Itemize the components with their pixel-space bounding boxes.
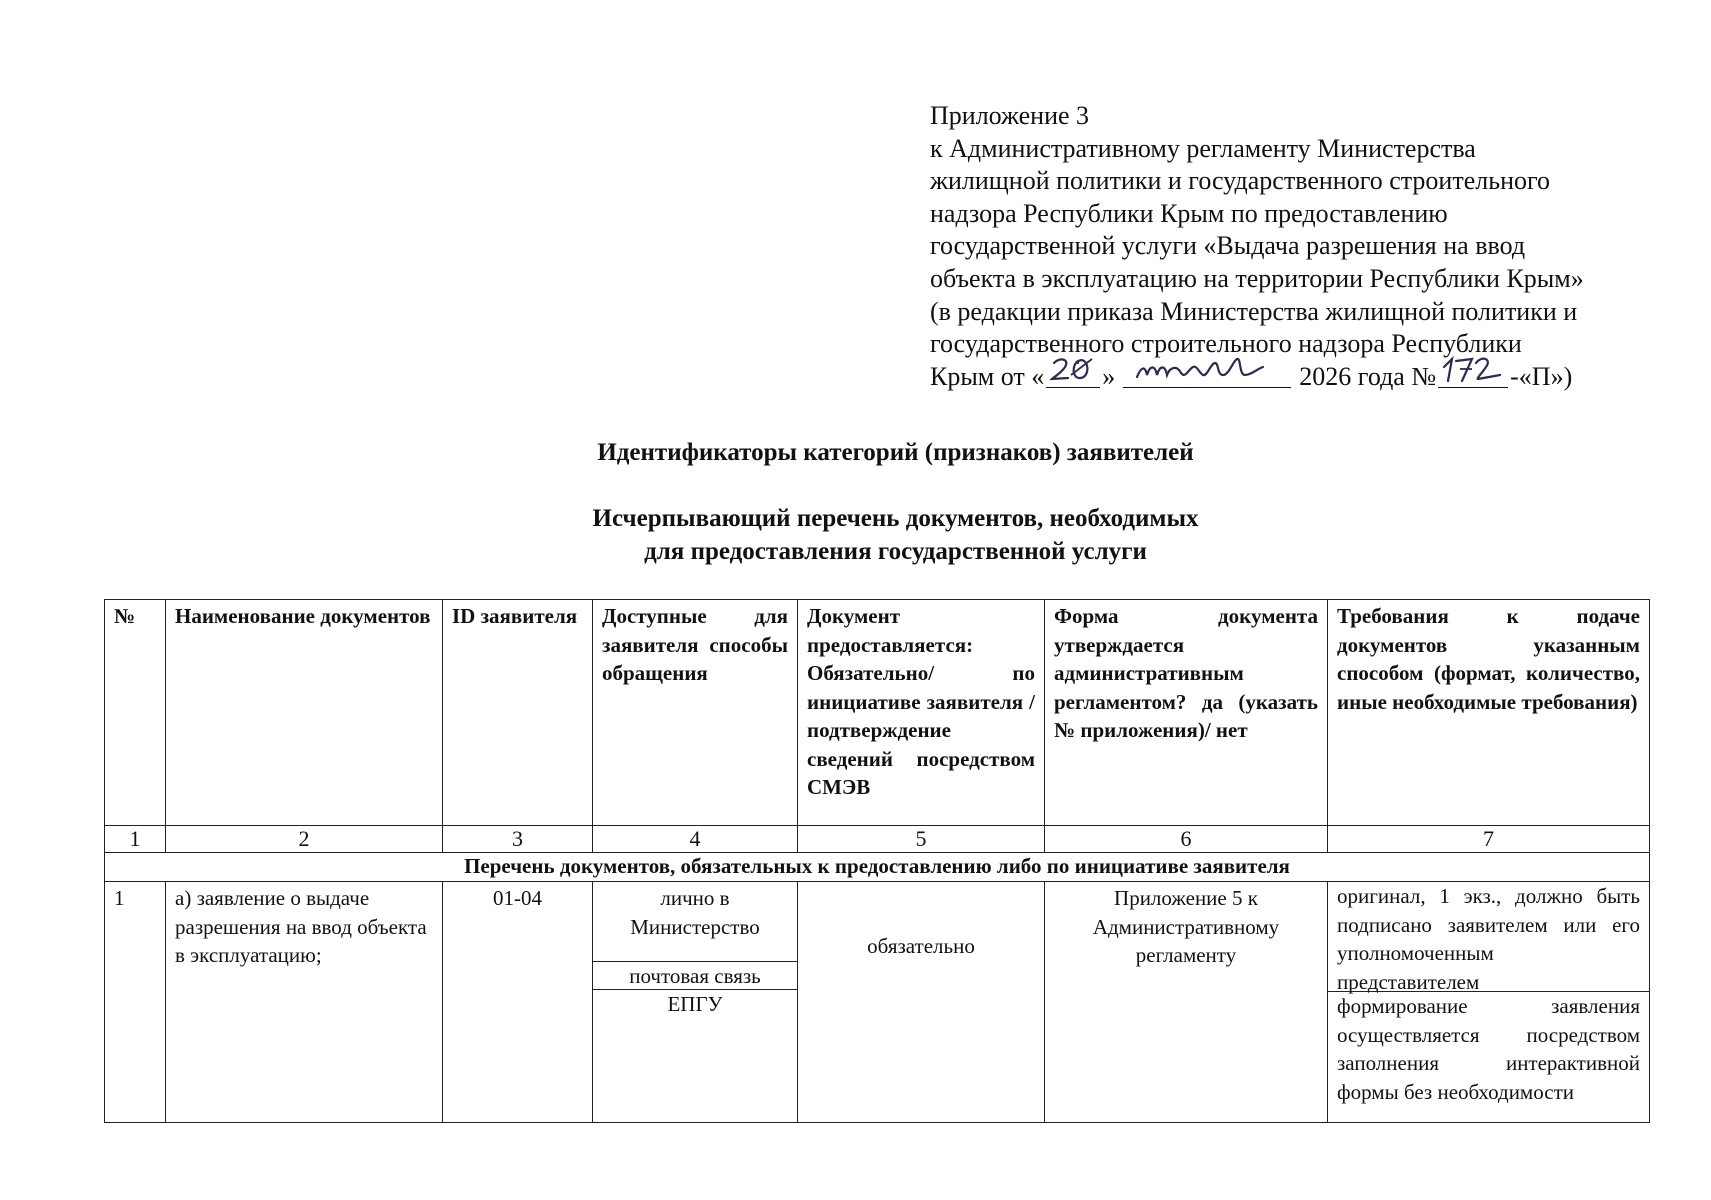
column-numbers-row: [105, 826, 1650, 853]
column-number: 6: [1045, 826, 1328, 853]
row-contact-methods: [593, 882, 798, 1123]
method-post: почтовая связь: [593, 962, 797, 990]
column-number: 4: [593, 826, 798, 853]
section-row: [105, 853, 1650, 882]
row-requirements: [1328, 882, 1650, 1123]
method-epgu: ЕПГУ: [667, 992, 723, 1016]
documents-table: [104, 599, 1650, 1123]
column-number: 2: [166, 826, 443, 853]
requirement-original: оригинал, 1 экз., должно быть подписано заявителем или его уполномоченным представителем: [1328, 882, 1649, 992]
documents-list-title-line1: Исчерпывающий перечень документов, необходимых: [592, 505, 1199, 532]
column-number: 3: [443, 826, 593, 853]
header-provision-type: Документ предоставляется: Обязательно/ по инициативе заявителя /подтверждение сведений посредством СМЭВ: [798, 600, 1045, 826]
column-number: 1: [105, 826, 166, 853]
header-form-approval: Форма документа утверждается административным регламентом? да (указать № приложения)/ нет: [1045, 600, 1328, 826]
handwritten-month: [1123, 361, 1291, 388]
appendix-line: государственной услуги «Выдача разрешения на ввод: [930, 231, 1526, 261]
handwritten-day: [1046, 361, 1100, 388]
row-applicant-id: 01-04: [443, 882, 593, 1123]
date-quote: »: [1102, 361, 1116, 391]
requirement-epgu: формирование заявления осуществляется посредством заполнения интерактивной формы без необходимости: [1337, 994, 1640, 1104]
documents-list-title-line2: для предоставления государственной услуги: [644, 538, 1147, 565]
appendix-line: Приложение 3: [930, 101, 1090, 130]
header-number: №: [105, 600, 166, 826]
appendix-line: объекта в эксплуатацию на территории Республики Крым»: [930, 263, 1584, 293]
appendix-line: государственного строительного надзора Республики: [930, 329, 1522, 359]
column-number: 7: [1328, 826, 1650, 853]
header-document-name: Наименование документов: [166, 600, 443, 826]
row-document-name: а) заявление о выдаче разрешения на ввод объекта в эксплуатацию;: [166, 882, 443, 1123]
method-in-person: лично в Министерство: [593, 882, 797, 962]
section-title: Перечень документов, обязательных к предоставлению либо по инициативе заявителя: [105, 853, 1650, 882]
row-form-approval: Приложение 5 к Административному регламенту: [1045, 882, 1328, 1123]
row-number: 1: [105, 882, 166, 1123]
date-suffix: -«П»): [1510, 361, 1573, 391]
appendix-line: к Административному регламенту Министерства: [930, 133, 1476, 163]
header-requirements: Требования к подаче документов указанным способом (формат, количество, иные необходимые требования): [1328, 600, 1650, 826]
appendix-line: жилищной политики и государственного строительного: [930, 166, 1551, 196]
appendix-line: (в редакции приказа Министерства жилищной политики и: [930, 296, 1578, 326]
date-prefix: Крым от «: [930, 361, 1045, 391]
identifiers-title: Идентификаторы категорий (признаков) заявителей: [597, 439, 1194, 466]
date-year-text: 2026 года №: [1299, 361, 1437, 391]
documents-list-title: [0, 502, 1711, 568]
appendix-block: [930, 100, 1690, 393]
table-row: [105, 882, 1650, 1123]
appendix-line: надзора Республики Крым по предоставлению: [930, 198, 1448, 228]
column-number: 5: [798, 826, 1045, 853]
row-provision-type: обязательно: [798, 882, 1045, 1123]
header-row: [105, 600, 1650, 826]
appendix-date-line: [930, 361, 1690, 394]
header-applicant-id: ID заявителя: [443, 600, 593, 826]
handwritten-number: [1438, 361, 1508, 388]
header-contact-methods: Доступные для заявителя способы обращения: [593, 600, 798, 826]
